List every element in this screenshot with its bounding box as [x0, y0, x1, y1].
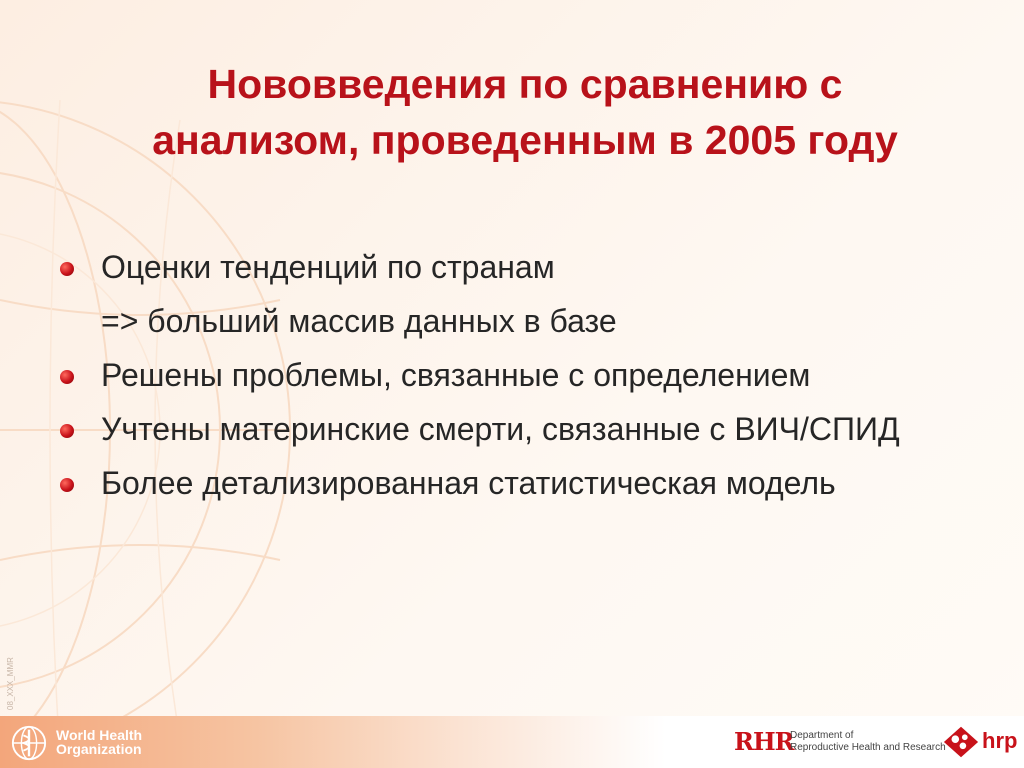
bullet-dot [60, 424, 74, 438]
rhr-department-line-2: Reproductive Health and Research [790, 742, 946, 753]
slide-code-label: 08_XXX_MMR [6, 657, 15, 710]
hrp-label: hrp [982, 728, 1018, 753]
bullet-item-country-trends [60, 240, 960, 348]
bullet-text: Более детализированная статистическая модель [101, 465, 836, 501]
who-name [56, 728, 142, 756]
slide-title-line-1: Нововведения по сравнению с [207, 61, 843, 107]
slide-title-line-2: анализом, проведенным в 2005 году [152, 117, 898, 163]
who-emblem-icon [10, 724, 48, 762]
bullet-subtext: => больший массив данных в базе [101, 303, 617, 339]
bullet-text: Решены проблемы, связанные с определением [101, 357, 811, 393]
bullet-text: Учтены материнские смерти, связанные с ВИЧ/СПИД [101, 411, 900, 447]
bullet-dot [60, 262, 74, 276]
rhr-department-name [790, 730, 946, 754]
bullet-item-definition [60, 348, 960, 402]
bullet-text: Оценки тенденций по странам [101, 249, 555, 285]
bullet-item-statistical-model [60, 456, 960, 510]
who-name-line-1: World Health [56, 727, 143, 743]
rhr-department-line-1: Department of [790, 730, 854, 741]
footer-bar [0, 716, 1024, 768]
hrp-dots-icon [942, 724, 980, 760]
who-name-line-2: Organization [56, 741, 142, 757]
rhr-logo: RHR [734, 727, 794, 756]
bullet-list [60, 240, 960, 510]
bullet-item-hiv-aids [60, 402, 960, 456]
bullet-dot [60, 370, 74, 384]
bullet-dot [60, 478, 74, 492]
slide-title [60, 56, 990, 168]
